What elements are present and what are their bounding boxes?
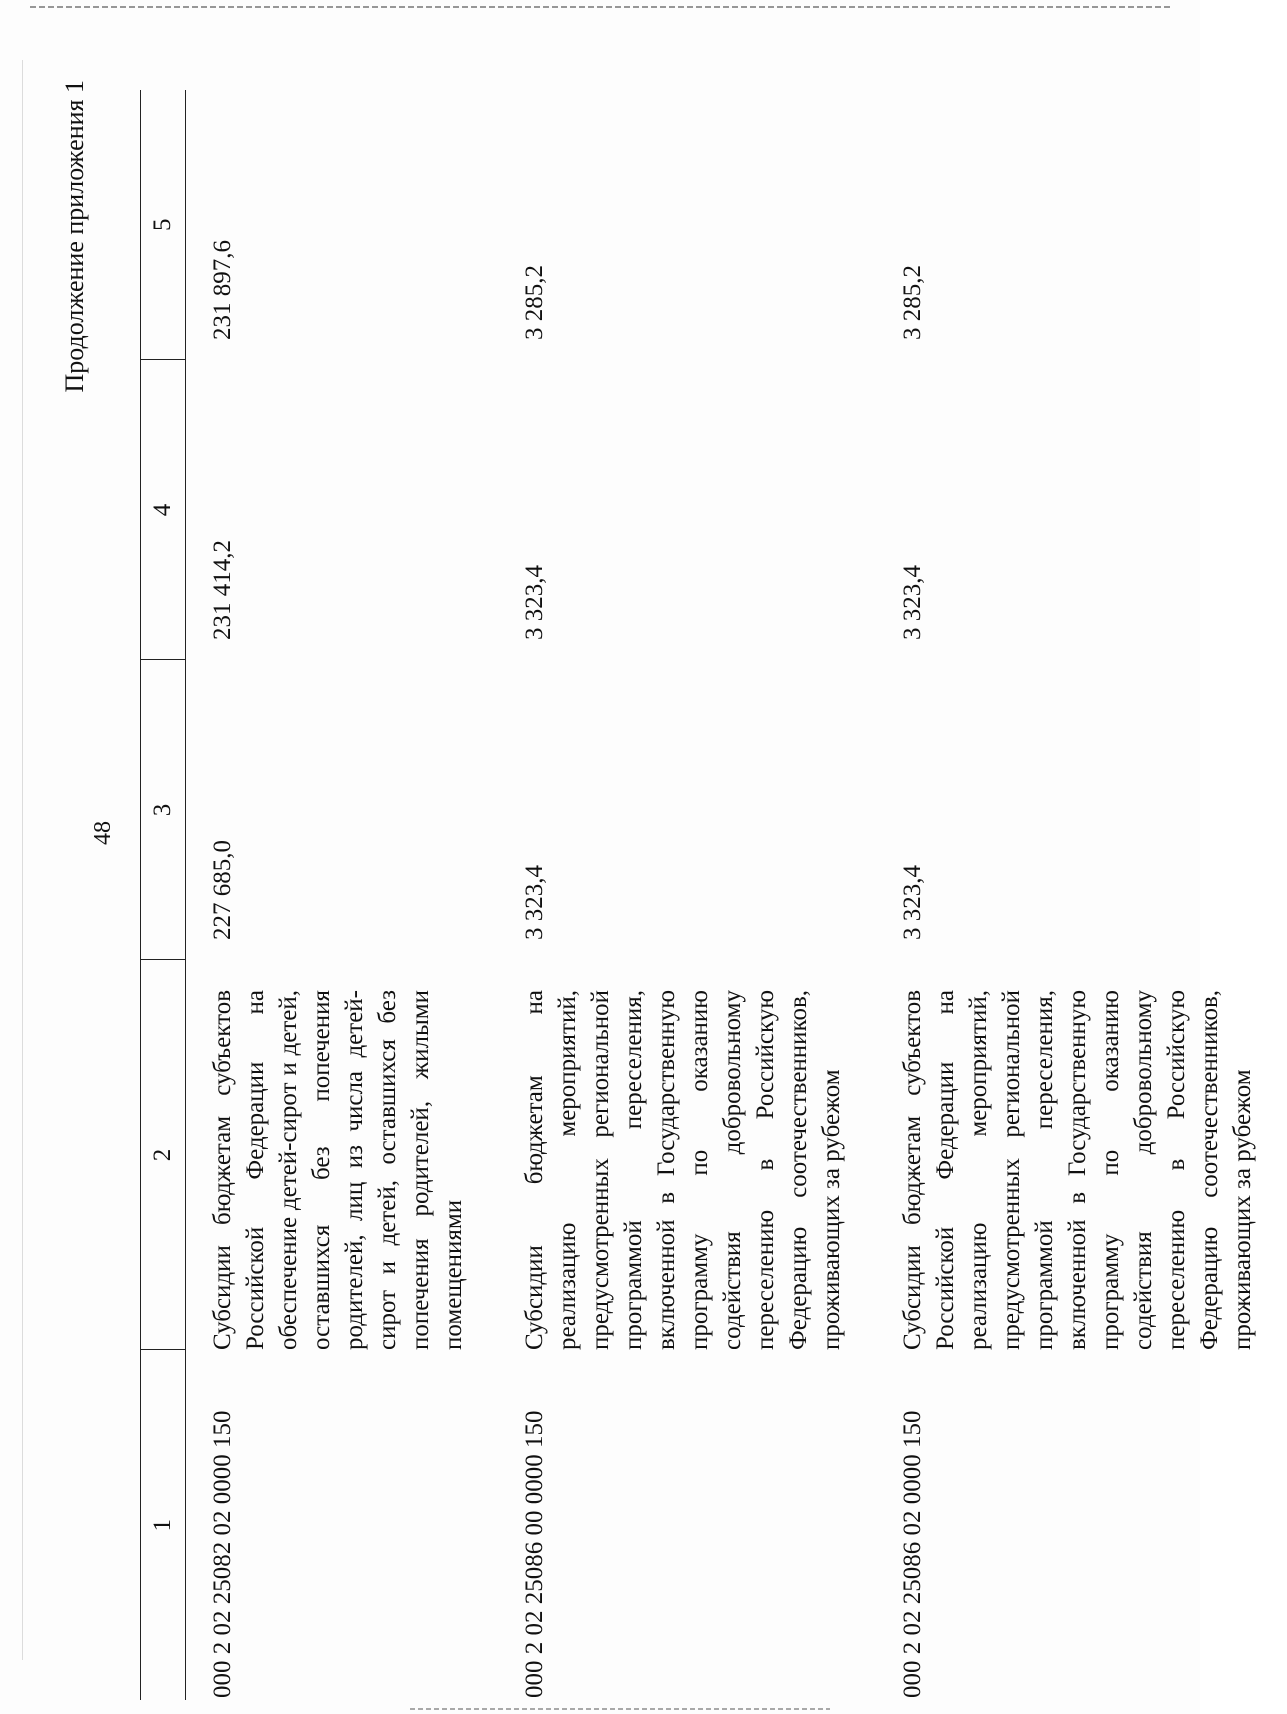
row-value-col4: 3 323,4 xyxy=(521,565,548,640)
scan-edge-bottom xyxy=(410,1708,830,1710)
header-col-1: 1 xyxy=(141,1350,186,1700)
continuation-label: Продолжение приложения 1 xyxy=(60,80,89,393)
row-value-col5: 3 285,2 xyxy=(899,265,926,340)
budget-table xyxy=(140,90,1287,1700)
table-row xyxy=(498,90,876,1700)
header-row xyxy=(141,90,186,1700)
header-col-2: 2 xyxy=(141,960,186,1350)
row-code: 000 2 02 25086 00 0000 150 xyxy=(521,1410,548,1698)
row-value-col5: 231 897,6 xyxy=(209,240,236,340)
table-body xyxy=(186,90,1287,1700)
row-code: 000 2 02 25082 02 0000 150 xyxy=(209,1410,236,1698)
scan-edge-top xyxy=(30,6,1170,8)
row-description: Субсидии бюджетам субъектов Российской Федерации на реализацию мероприятий, предусмотренных региональной программой переселения, включенной в Государственную программу по оказанию содействия добровольному переселению в Российскую Федерацию соотечественников, проживающих за рубежом xyxy=(899,990,1256,1350)
scan-edge-left xyxy=(22,60,23,1660)
table-row xyxy=(186,90,499,1700)
row-code: 000 2 02 25086 02 0000 150 xyxy=(899,1410,926,1698)
row-value-col3: 3 323,4 xyxy=(521,865,548,940)
header-col-5: 5 xyxy=(141,90,186,360)
row-value-col3: 3 323,4 xyxy=(899,865,926,940)
rotated-content xyxy=(60,80,1256,1700)
row-value-col5: 3 285,2 xyxy=(521,265,548,340)
table-row xyxy=(876,90,1287,1700)
row-description: Субсидии бюджетам на реализацию мероприятий, предусмотренных региональной программой переселения, включенной в Государственную программу по оказанию содействия добровольному переселению в Российскую Федерацию соотечественников, проживающих за рубежом xyxy=(521,990,845,1350)
row-description: Субсидии бюджетам субъектов Российской Федерации на обеспечение детей-сирот и детей, оставшихся без попечения родителей, лиц из числа детей-сирот и детей, оставшихся без попечения родителей, жилыми помещениями xyxy=(209,990,467,1350)
table-header xyxy=(141,90,186,1700)
header-col-4: 4 xyxy=(141,360,186,660)
row-value-col4: 3 323,4 xyxy=(899,565,926,640)
header-col-3: 3 xyxy=(141,660,186,960)
page-number: 48 xyxy=(90,821,116,845)
row-value-col3: 227 685,0 xyxy=(209,840,236,940)
row-value-col4: 231 414,2 xyxy=(209,540,236,640)
